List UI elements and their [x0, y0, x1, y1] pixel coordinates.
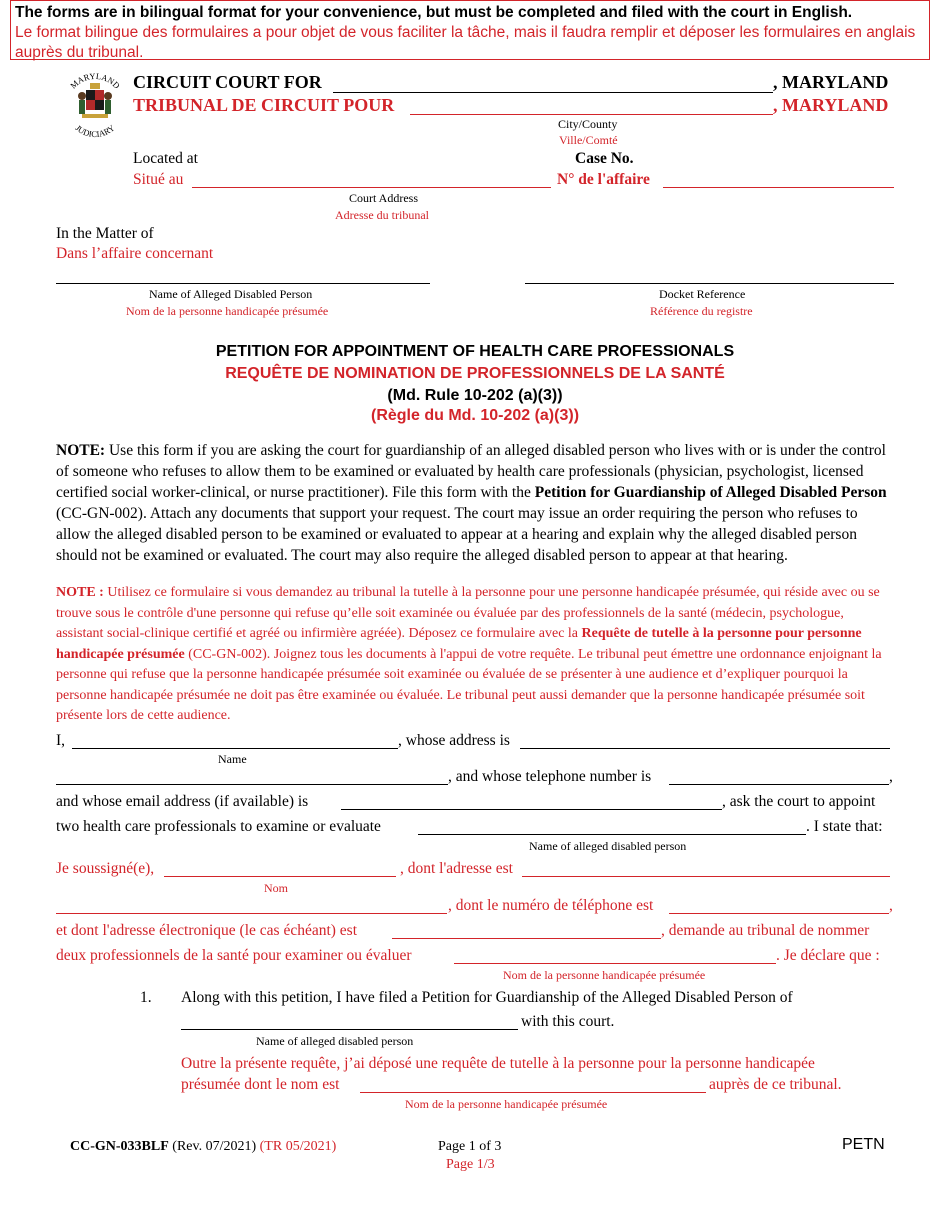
- petitioner-address-field[interactable]: [520, 748, 890, 749]
- subject-name-field-fr[interactable]: [454, 963, 776, 964]
- stmt-name-caption-fr: Nom: [264, 881, 288, 895]
- item-1-text-en-2: with this court.: [521, 1013, 615, 1030]
- name-caption-fr: Nom de la personne handicapée présumée: [126, 304, 329, 318]
- footer-page-fr: Page 1/3: [446, 1157, 495, 1172]
- petitioner-phone-field-fr[interactable]: [669, 913, 889, 914]
- item-1-text-fr-2a: présumée dont le nom est: [181, 1076, 340, 1093]
- item-1-text-en: Along with this petition, I have filed a Petition for Guardianship of the Alleged Disabled Person of: [181, 989, 793, 1006]
- located-at-label-fr: Situé au: [133, 171, 184, 188]
- located-at-label-en: Located at: [133, 150, 198, 167]
- petitioner-address-field-fr[interactable]: [522, 876, 890, 877]
- docket-reference-field[interactable]: [525, 283, 894, 284]
- stmt-two-label-en: two health care professionals to examine or evaluate: [56, 818, 381, 835]
- alleged-disabled-person-name-field[interactable]: [56, 283, 430, 284]
- item-1-text-fr: Outre la présente requête, j’ai déposé une requête de tutelle à la personne pour la personne handicapée: [181, 1055, 815, 1072]
- city-county-caption-en: City/County: [558, 117, 618, 131]
- court-for-label-fr: TRIBUNAL DE CIRCUIT POUR: [133, 95, 395, 115]
- maryland-label-en: , MARYLAND: [773, 72, 889, 92]
- stmt-two-label-fr: deux professionnels de la santé pour examiner ou évaluer: [56, 947, 412, 964]
- stmt-name-caption-en: Name: [218, 752, 247, 766]
- item-1-number: 1.: [140, 989, 152, 1006]
- petitioner-address-field-2[interactable]: [56, 784, 448, 785]
- stmt-ask-label-en: , ask the court to appoint: [722, 793, 876, 810]
- petitioner-name-field-fr[interactable]: [164, 876, 396, 877]
- stmt-subject-caption-fr: Nom de la personne handicapée présumée: [503, 968, 706, 982]
- name-caption-en: Name of Alleged Disabled Person: [149, 287, 313, 301]
- note-label-en: NOTE:: [56, 442, 106, 459]
- banner-english: The forms are in bilingual format for your convenience, but must be completed and filed with the court in English.: [15, 4, 853, 21]
- stmt-phone-label-fr: , dont le numéro de téléphone est: [448, 897, 654, 914]
- stmt-comma-en: ,: [889, 768, 893, 785]
- stmt-ask-label-fr: , demande au tribunal de nommer: [661, 922, 870, 939]
- svg-text:JUDICIARY: JUDICIARY: [73, 122, 117, 138]
- subject-name-field-en[interactable]: [418, 834, 806, 835]
- stmt-address-label-fr: , dont l'adresse est: [400, 860, 513, 877]
- court-address-caption-en: Court Address: [349, 191, 418, 205]
- rule-reference-en: (Md. Rule 10-202 (a)(3)): [387, 387, 563, 404]
- county-field-en[interactable]: [333, 92, 773, 93]
- stmt-state-label-fr: . Je déclare que :: [776, 947, 880, 964]
- bilingual-notice-banner: [10, 0, 930, 60]
- in-the-matter-label-fr: Dans l’affaire concernant: [56, 245, 214, 262]
- in-the-matter-label-en: In the Matter of: [56, 225, 154, 242]
- county-field-fr[interactable]: [410, 114, 773, 115]
- footer-form-code: PETN: [842, 1136, 885, 1153]
- case-no-field[interactable]: [663, 187, 894, 188]
- svg-text:MARYLAND: MARYLAND: [68, 70, 123, 91]
- petitioner-email-field-fr[interactable]: [392, 938, 661, 939]
- court-for-label-en: CIRCUIT COURT FOR: [133, 72, 322, 92]
- stmt-i-en: I,: [56, 732, 66, 749]
- maryland-label-fr: , MARYLAND: [773, 95, 889, 115]
- item-1-name-field-fr[interactable]: [360, 1092, 706, 1093]
- footer-form-id: CC-GN-033BLF (Rev. 07/2021) (TR 05/2021): [70, 1139, 337, 1154]
- stmt-address-label-en: , whose address is: [398, 732, 510, 749]
- stmt-state-label-en: . I state that:: [806, 818, 883, 835]
- note-label-fr: NOTE :: [56, 585, 104, 600]
- stmt-subject-caption-en: Name of alleged disabled person: [529, 839, 687, 853]
- stmt-phone-label-en: , and whose telephone number is: [448, 768, 652, 785]
- case-no-label-fr: N° de l'affaire: [557, 171, 650, 188]
- form-title-fr: REQUÊTE DE NOMINATION DE PROFESSIONNELS DE LA SANTÉ: [225, 365, 725, 382]
- docket-caption-fr: Référence du registre: [650, 304, 753, 318]
- item-1-name-field-en[interactable]: [181, 1029, 518, 1030]
- court-address-caption-fr: Adresse du tribunal: [335, 208, 429, 222]
- banner-french: Le format bilingue des formulaires a pour objet de vous faciliter la tâche, mais il faudra remplir et déposer les formulaires en anglais auprès du tribunal.: [15, 24, 916, 61]
- note-paragraph-fr: NOTE : Utilisez ce formulaire si vous demandez au tribunal la tutelle à la personne pour une personne handicapée présumée, qui réside avec ou se trouve sous le contrôle d'une personne qui refuse qu’elle soit examinée ou évaluée par des professionnels de la santé (médecin, psychologue, assistant social-clinique certifié et agréé ou infirmière agréée). Déposez ce formulaire avec la Requête de tutelle à la personne pour personne handicapée présumée (CC-GN-002). Joignez tous les documents à l'appui de votre requête. Le tribunal peut émettre une ordonnance enjoignant la personne qui refuse que la personne handicapée présumée soit examinée ou évaluée de se présenter à une audience et d’expliquer pourquoi la personne handicapée présumée ne doit pas être examinée ou évaluée. Le tribunal peut aussi demander que la personne handicapée présumée soit présente lors de cette audience.: [56, 585, 882, 723]
- petitioner-phone-field[interactable]: [669, 784, 889, 785]
- rule-reference-fr: (Règle du Md. 10-202 (a)(3)): [370, 407, 580, 424]
- footer-page-en: Page 1 of 3: [438, 1139, 502, 1154]
- petitioner-email-field[interactable]: [341, 809, 722, 810]
- petitioner-address-field-2-fr[interactable]: [56, 913, 447, 914]
- form-title-en: PETITION FOR APPOINTMENT OF HEALTH CARE PROFESSIONALS: [215, 343, 735, 360]
- note-paragraph-en: NOTE: Use this form if you are asking the court for guardianship of an alleged disabled person who lives with or is under the control of someone who refuses to allow them to be examined or evaluated by health care professionals (physician, psychologist, licensed certified social worker-clinical, or nurse practitioner). File this form with the Petition for Guardianship of Alleged Disabled Person (CC-GN-002). Attach any documents that support your request. The court may issue an order requiring the person who refuses to allow the alleged disabled person to be examined or evaluated to appear at a hearing and explain why the alleged disabled person should not be examined or evaluated. The court may also require the alleged disabled person to appear at that hearing.: [56, 442, 887, 564]
- stmt-email-label-en: and whose email address (if available) is: [56, 793, 309, 810]
- item-1-text-fr-2b: auprès de ce tribunal.: [709, 1076, 842, 1093]
- item-1-caption-fr: Nom de la personne handicapée présumée: [405, 1097, 608, 1111]
- stmt-i-fr: Je soussigné(e),: [56, 860, 155, 877]
- docket-caption-en: Docket Reference: [659, 287, 746, 301]
- maryland-judiciary-seal-icon: [60, 68, 130, 138]
- city-county-caption-fr: Ville/Comté: [559, 133, 618, 147]
- case-no-label-en: Case No.: [575, 150, 634, 167]
- item-1-caption-en: Name of alleged disabled person: [256, 1034, 414, 1048]
- petitioner-name-field[interactable]: [72, 748, 398, 749]
- court-address-field[interactable]: [192, 187, 551, 188]
- stmt-comma-fr: ,: [889, 897, 893, 914]
- stmt-email-label-fr: et dont l'adresse électronique (le cas échéant) est: [56, 922, 358, 939]
